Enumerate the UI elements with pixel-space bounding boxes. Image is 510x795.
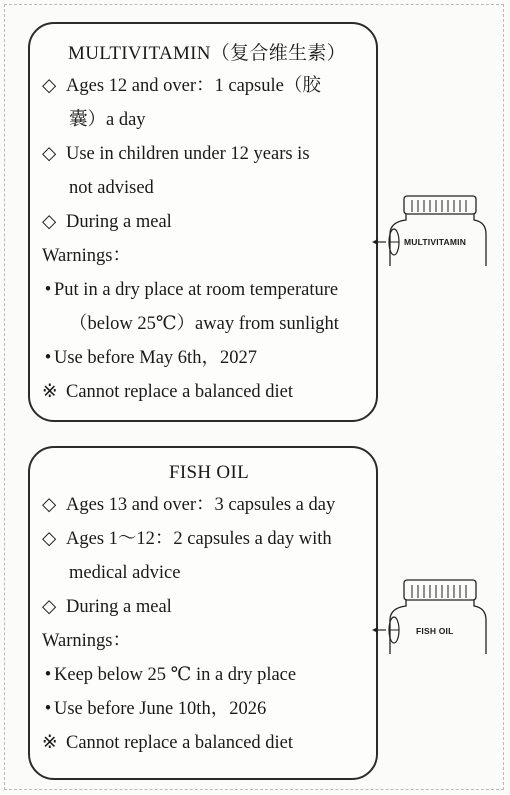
multivitamin-title: MULTIVITAMIN（复合维生素）: [68, 43, 346, 64]
instruction-text: Keep below 25 ℃ in a dry place: [54, 665, 297, 685]
multivitamin-lines: [42, 69, 376, 409]
instruction-text: During a meal: [66, 212, 172, 232]
instruction-text: Ages 1～12：2 capsules a day with: [66, 529, 332, 549]
instruction-text: Use in children under 12 years is: [66, 144, 310, 164]
instruction-line: [42, 590, 376, 624]
instruction-line: [42, 488, 376, 522]
instruction-line: [42, 726, 376, 760]
instruction-text: Use before May 6th，2027: [54, 348, 257, 368]
diamond-icon: ◇: [42, 529, 57, 549]
instruction-line: [42, 171, 376, 205]
reference-mark-icon: ※: [42, 733, 58, 753]
instruction-text: medical advice: [69, 563, 181, 583]
instruction-text: Cannot replace a balanced diet: [66, 733, 294, 753]
instruction-text: Put in a dry place at room temperature: [54, 280, 339, 300]
bullet-icon: •: [44, 348, 52, 368]
bullet-icon: •: [44, 665, 52, 685]
multivitamin-bottle-icon: [372, 186, 490, 266]
diamond-icon: ◇: [42, 212, 57, 232]
instruction-line: [42, 658, 376, 692]
fish-oil-bottle-icon: [372, 574, 490, 654]
instruction-text: not advised: [69, 178, 154, 198]
diamond-icon: ◇: [42, 495, 57, 515]
instruction-line: [42, 137, 376, 171]
instruction-text: Use before June 10th，2026: [54, 699, 267, 719]
instruction-line: [42, 205, 376, 239]
bullet-icon: •: [44, 699, 52, 719]
reference-mark-icon: ※: [42, 382, 58, 402]
instruction-text: Warnings：: [42, 246, 131, 266]
instruction-line: [42, 103, 376, 137]
diamond-icon: ◇: [42, 597, 57, 617]
fish-oil-title: FISH OIL: [169, 462, 249, 483]
instruction-line: [42, 375, 376, 409]
instruction-line: [42, 69, 376, 103]
diamond-icon: ◇: [42, 76, 57, 96]
instruction-line: [42, 556, 376, 590]
instruction-text: Ages 12 and over：1 capsule（胶: [66, 76, 321, 96]
instruction-text: During a meal: [66, 597, 172, 617]
multivitamin-card: [28, 22, 378, 422]
fish-oil-lines: [42, 488, 376, 760]
bullet-icon: •: [44, 280, 52, 300]
instruction-line: [42, 341, 376, 375]
fish-oil-bottle-label: FISH OIL: [416, 626, 454, 636]
instruction-text: Ages 13 and over：3 capsules a day: [66, 495, 336, 515]
multivitamin-bottle-label: MULTIVITAMIN: [404, 237, 467, 247]
instruction-line: [42, 307, 376, 341]
instruction-line: [42, 692, 376, 726]
instruction-line: [42, 239, 376, 273]
instruction-text: Cannot replace a balanced diet: [66, 382, 294, 402]
instruction-line: [42, 624, 376, 658]
diamond-icon: ◇: [42, 144, 57, 164]
instruction-text: （below 25℃）away from sunlight: [69, 314, 339, 334]
instruction-text: 囊）a day: [69, 110, 146, 130]
fish-oil-card: [28, 446, 378, 780]
instruction-line: [42, 522, 376, 556]
instruction-line: [42, 273, 376, 307]
instruction-text: Warnings：: [42, 631, 131, 651]
